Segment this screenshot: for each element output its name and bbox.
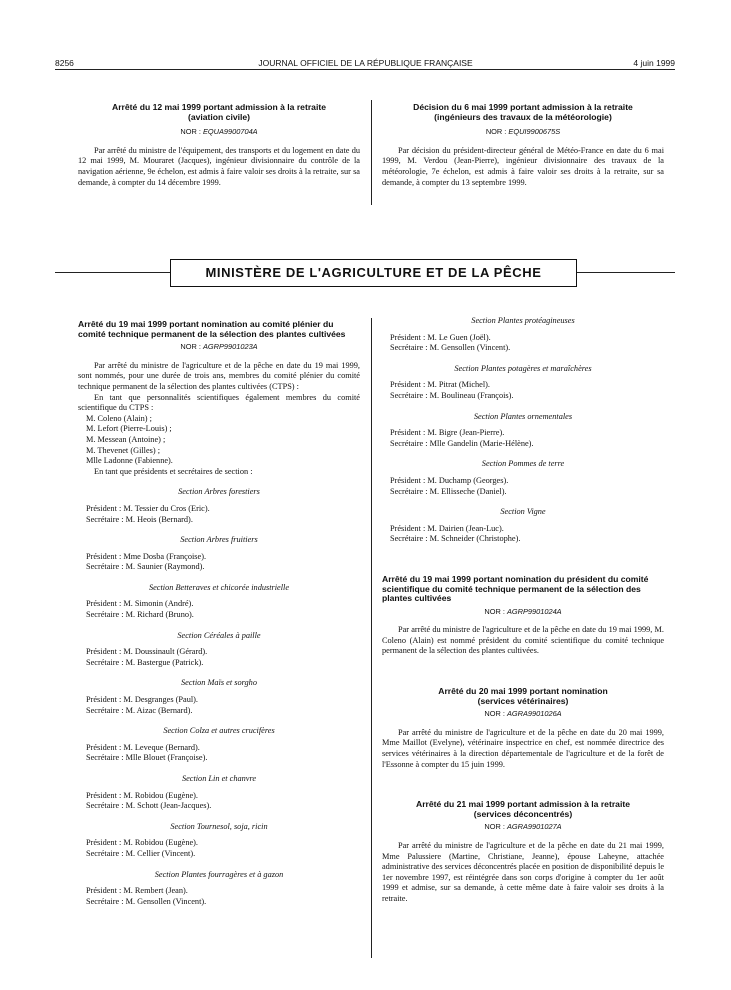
section-president: Président : M. Rembert (Jean). (86, 886, 188, 896)
section-president: Président : M. Doussinault (Gérard). (86, 647, 208, 657)
article-subtitle: (ingénieurs des travaux de la météorologie) (434, 111, 612, 122)
article-subtitle: (aviation civile) (187, 111, 251, 122)
article-title: Arrêté du 12 mai 1999 portant admission à la retraite (112, 102, 326, 112)
section-president: Président : M. Bigre (Jean-Pierre). (390, 428, 505, 438)
section-president: Président : M. Dairien (Jean-Luc). (390, 523, 504, 533)
article-president-comite (382, 575, 664, 657)
nor-reference: NOR : AGRP9901024A (484, 606, 562, 616)
section-secretaire: Secrétaire : M. Boulineau (François). (390, 390, 514, 400)
section-heading: Section Plantes potagères et maraîchères (454, 363, 592, 373)
column-divider-top (371, 100, 372, 205)
section-president: Président : M. Leveque (Bernard). (86, 742, 200, 752)
section-secretaire: Secrétaire : M. Schott (Jean-Jacques). (86, 801, 212, 811)
section-president: Président : M. Duchamp (Georges). (390, 475, 509, 485)
section-secretaire: Secrétaire : M. Gensollen (Vincent). (390, 343, 511, 353)
section-president: Président : M. Robidou (Eugène). (86, 838, 198, 848)
article-body: Par arrêté du ministre de l'équipement, des transports et du logement en date du 12 mai 1999, M. Mouraret (Jacques), ingénieur divisionnaire du contrôle de la navigation aérienne, 9e échelon, est admis à faire valoir ses droits à la retraite, sur sa demande, à compter du 14 décembre 1999. (78, 145, 360, 187)
section-president: Président : M. Tessier du Cros (Eric). (86, 503, 210, 513)
article-title: Arrêté du 19 mai 1999 portant nomination au comité plénier du comité technique permanent de la sélection des plantes cultivées (78, 319, 346, 339)
section-secretaire: Secrétaire : Mlle Blouet (Françoise). (86, 753, 208, 763)
header-rule (55, 69, 675, 70)
member-item: Mlle Ladonne (Fabienne). (86, 456, 173, 466)
member-item: M. Messean (Antoine) ; (86, 434, 166, 444)
page-number: 8256 (55, 58, 74, 68)
section-heading: Section Arbres fruitiers (180, 535, 258, 545)
section-secretaire: Secrétaire : M. Aizac (Bernard). (86, 705, 193, 715)
section-heading: Section Betteraves et chicorée industrielle (148, 582, 290, 592)
section-president: Président : M. Le Guen (Joël). (390, 332, 491, 342)
sections-intro: En tant que présidents et secrétaires de section : (94, 466, 253, 476)
nor-reference: NOR : AGRA9901026A (484, 709, 562, 719)
section-president: Président : M. Desgranges (Paul). (86, 695, 198, 705)
section-president: Président : M. Simonin (André). (86, 599, 194, 609)
issue-date: 4 juin 1999 (633, 58, 675, 68)
section-heading: Section Plantes fourragères et à gazon (154, 869, 284, 879)
member-item: M. Lefort (Pierre-Louis) ; (86, 424, 172, 434)
nor-reference: NOR : EQUI9900675S (485, 127, 561, 137)
article-title: Arrêté du 21 mai 1999 portant admission à la retraite (416, 799, 630, 810)
section-secretaire: Secrétaire : M. Heois (Bernard). (86, 514, 193, 524)
section-secretaire: Secrétaire : M. Gensollen (Vincent). (86, 896, 207, 906)
section-secretaire: Secrétaire : M. Schneider (Christophe). (390, 534, 521, 544)
section-heading: Section Céréales à paille (177, 630, 261, 640)
article-body: Par décision du président-directeur général de Météo-France en date du 6 mai 1999, M. Verdou (Jean-Pierre), ingénieur divisionnaire des travaux de la météorologie, 7e échelon, est admis à faire valoir ses droits à la retraite, sur sa demande, à compter du 13 septembre 1999. (382, 145, 664, 187)
article-meteorologie (382, 103, 664, 188)
section-heading: Section Plantes protéagineuses (471, 316, 575, 325)
section-president: Président : M. Pitrat (Michel). (390, 380, 491, 390)
section-heading: Section Arbres forestiers (178, 487, 260, 497)
article-ctps-nomination (78, 320, 360, 907)
members-intro: En tant que personnalités scientifiques également membres du comité scientifique du CTPS : (78, 392, 360, 413)
journal-title: JOURNAL OFFICIEL DE LA RÉPUBLIQUE FRANÇAISE (258, 58, 473, 68)
article-services-deconcentres (382, 800, 664, 904)
article-subtitle: (services déconcentrés) (473, 808, 573, 819)
right-column (382, 316, 664, 905)
section-secretaire: Secrétaire : M. Saunier (Raymond). (86, 562, 205, 572)
article-title: Arrêté du 20 mai 1999 portant nomination (438, 686, 608, 697)
section-heading: Section Vigne (500, 507, 546, 517)
article-intro: Par arrêté du ministre de l'agriculture et de la pêche en date du 19 mai 1999, sont nommés, pour une durée de trois ans, membres du comité plénier du comité technique permanent de la sélection des plantes cultivées (CTPS) : (78, 360, 360, 391)
section-secretaire: Secrétaire : M. Cellier (Vincent). (86, 848, 196, 858)
article-body: Par arrêté du ministre de l'agriculture et de la pêche en date du 19 mai 1999, M. Coleno (Alain) est nommé président du comité scientifique du comité technique permanent de la sélection des plantes cultivées. (382, 625, 664, 656)
section-secretaire: Secrétaire : M. Richard (Bruno). (86, 610, 194, 620)
section-president: Président : Mme Dosba (Françoise). (86, 551, 207, 561)
column-divider-bottom (371, 318, 372, 958)
section-heading: Section Pommes de terre (481, 459, 565, 469)
nor-reference: NOR : AGRA9901027A (484, 822, 562, 832)
article-title: Arrêté du 19 mai 1999 portant nomination du président du comité scientifique du comité technique permanent de la sélection des plantes cultivées (382, 573, 649, 604)
section-heading: Section Maïs et sorgho (181, 678, 257, 688)
article-subtitle: (services vétérinaires) (477, 695, 569, 706)
member-item: M. Thevenet (Gilles) ; (86, 445, 161, 455)
article-title: Décision du 6 mai 1999 portant admission à la retraite (413, 102, 633, 112)
section-president: Président : M. Robidou (Eugène). (86, 790, 198, 800)
member-item: M. Coleno (Alain) ; (86, 413, 152, 423)
section-heading: Section Tournesol, soja, ricin (170, 821, 268, 831)
section-heading: Section Plantes ornementales (473, 411, 573, 421)
article-aviation-civile (78, 103, 360, 188)
section-secretaire: Secrétaire : Mlle Gandelin (Marie-Hélène). (390, 438, 534, 448)
article-services-veterinaires (382, 687, 664, 770)
nor-reference: NOR : EQUA9900704A (180, 127, 258, 137)
article-body: Par arrêté du ministre de l'agriculture et de la pêche en date du 21 mai 1999, Mme Palussiere (Martine, Christiane, Jeanne), épouse Laheyne, attachée administrative des services déconcentrés placée en position de disponibilité depuis le 1er novembre 1997, est réintégrée dans son corps d'origine à compter du 1er août 1999 et admise, sur sa demande, à cette même date à faire valoir ses droits à la retraite. (382, 841, 665, 903)
section-heading: Section Lin et chanvre (181, 774, 257, 783)
section-secretaire: Secrétaire : M. Ellisseche (Daniel). (390, 486, 507, 496)
nor-reference: NOR : AGRP9901023A (180, 342, 258, 352)
section-heading: Section Colza et autres crucifères (163, 726, 275, 736)
article-body: Par arrêté du ministre de l'agriculture et de la pêche en date du 20 mai 1999, Mme Maillot (Evelyne), vétérinaire inspectrice en chef, est nommée directrice des services vétérinaires à la direction départementale de l'agriculture et de la forêt de l'Essonne à compter du 15 juin 1999. (382, 727, 664, 769)
section-secretaire: Secrétaire : M. Bastergue (Patrick). (86, 657, 204, 667)
ministry-banner: MINISTÈRE DE L'AGRICULTURE ET DE LA PÊCHE (170, 259, 577, 287)
